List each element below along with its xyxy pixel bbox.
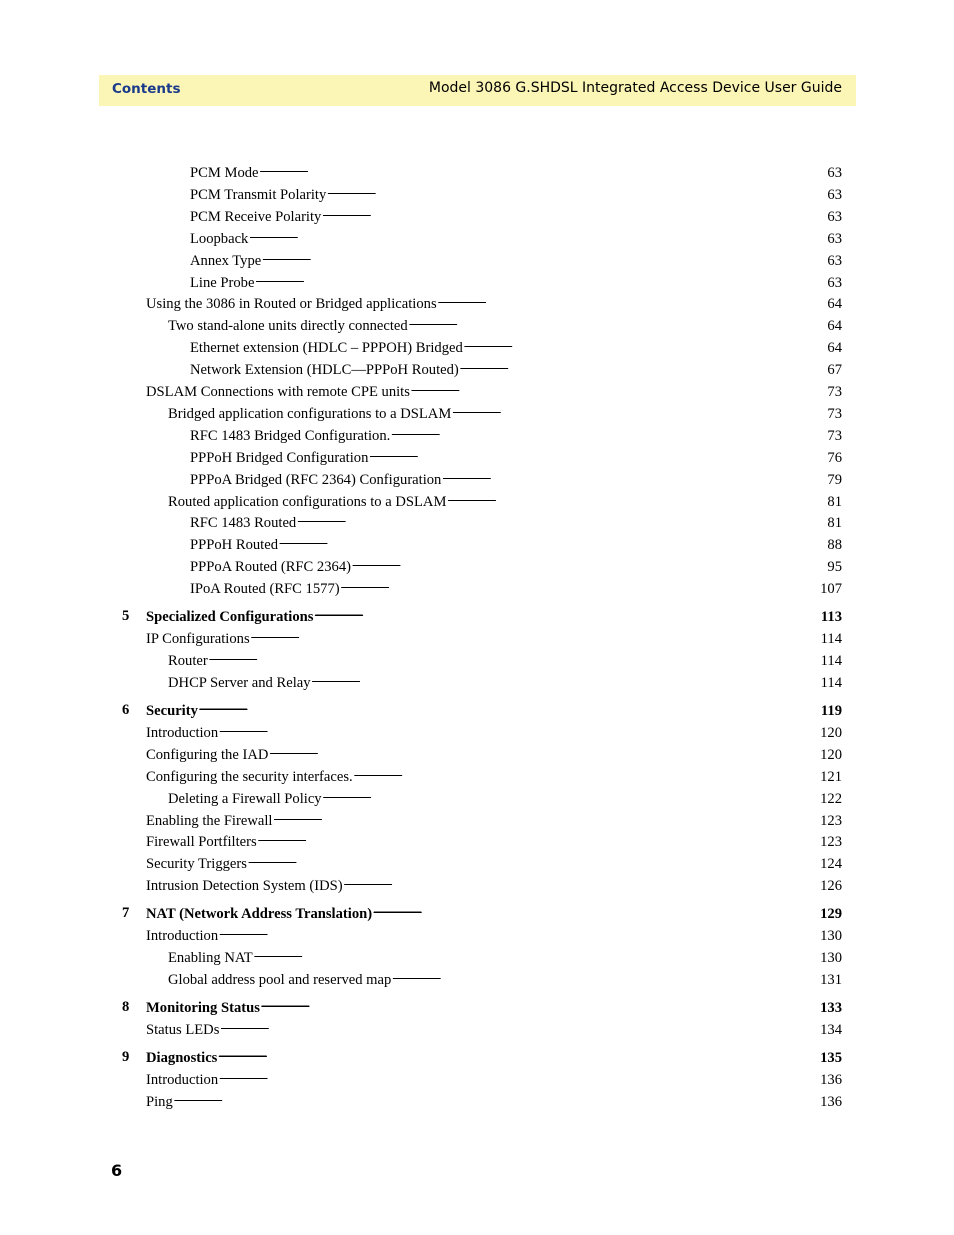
toc-entry[interactable] (168, 404, 842, 423)
chapter-number: 9 (122, 1048, 130, 1065)
dot-leader (344, 876, 820, 890)
dot-leader (442, 470, 826, 484)
toc-entry-page: 63 (827, 252, 842, 269)
toc-entry-page: 73 (827, 427, 842, 444)
toc-entry-label: Router (168, 653, 208, 669)
toc-entry-label: Configuring the security interfaces. (146, 768, 353, 785)
toc-entry-label: Line Probe (190, 274, 255, 291)
toc-entry[interactable] (146, 629, 842, 648)
toc-entry[interactable] (190, 535, 842, 554)
toc-entry-page: 123 (820, 812, 842, 829)
toc-chapter-entry[interactable] (122, 607, 842, 626)
toc-entry-page: 73 (827, 384, 842, 400)
dot-leader (341, 579, 820, 593)
chapter-number: 6 (122, 701, 130, 718)
page-number: 6 (111, 1161, 123, 1180)
chapter-number: 7 (122, 905, 130, 922)
dot-leader (452, 404, 826, 418)
dot-leader (261, 998, 819, 1012)
section-title: Contents (112, 81, 181, 97)
dot-leader (199, 701, 820, 715)
toc-chapter-entry[interactable] (122, 701, 842, 720)
toc-entry-label: PCM Receive Polarity (190, 208, 322, 225)
toc-entry[interactable] (190, 251, 842, 270)
toc-entry-page: 73 (827, 405, 842, 422)
dot-leader (447, 492, 826, 506)
toc-entry-page: 76 (827, 449, 842, 466)
toc-entry[interactable] (190, 229, 842, 248)
toc-entry-page: 129 (820, 906, 842, 923)
toc-entry[interactable] (146, 1020, 842, 1039)
dot-leader (251, 629, 820, 643)
dot-leader (392, 970, 819, 984)
dot-leader (279, 535, 826, 549)
dot-leader (255, 273, 826, 287)
dot-leader (438, 294, 827, 308)
toc-entry-label: PPPoA Routed (RFC 2364) (190, 559, 351, 576)
toc-entry[interactable] (146, 811, 842, 830)
toc-chapter-entry[interactable] (122, 1048, 842, 1067)
toc-entry-label: IP Configurations (146, 631, 250, 648)
dot-leader (248, 854, 819, 868)
toc-entry-label: DHCP Server and Relay (168, 674, 311, 691)
toc-entry[interactable] (168, 651, 842, 670)
toc-entry[interactable] (146, 767, 842, 786)
toc-entry-label: Introduction (146, 928, 219, 945)
toc-entry[interactable] (168, 492, 842, 511)
dot-leader (354, 767, 819, 781)
toc-entry[interactable] (190, 513, 842, 532)
toc-entry[interactable] (190, 185, 842, 204)
toc-chapter-entry[interactable] (122, 904, 842, 923)
toc-entry[interactable] (146, 745, 842, 764)
dot-leader (220, 1020, 819, 1034)
toc-entry[interactable] (146, 294, 842, 313)
toc-entry-label: NAT (Network Address Translation) (146, 906, 373, 923)
toc-entry-page: 114 (820, 631, 842, 648)
dot-leader (249, 229, 826, 243)
toc-entry[interactable] (190, 579, 842, 598)
toc-entry[interactable] (168, 316, 842, 335)
toc-entry-page: 114 (820, 653, 842, 669)
toc-chapter-entry[interactable] (122, 998, 842, 1017)
toc-entry-page: 63 (827, 274, 842, 291)
toc-entry-page: 120 (820, 724, 842, 741)
toc-entry-page: 95 (827, 559, 842, 576)
dot-leader (464, 338, 827, 352)
toc-entry[interactable] (168, 948, 842, 967)
document-title: Model 3086 G.SHDSL Integrated Access Device User Guide (428, 80, 842, 96)
toc-entry-label: Ping (146, 1093, 173, 1110)
toc-entry-page: 136 (820, 1072, 842, 1088)
toc-entry-page: 122 (820, 790, 842, 807)
dot-leader (219, 1070, 819, 1084)
toc-entry[interactable] (190, 557, 842, 576)
dot-leader (218, 1048, 819, 1062)
toc-entry-page: 63 (827, 230, 842, 247)
chapter-number: 5 (122, 608, 130, 624)
toc-entry-label: PCM Transmit Polarity (190, 186, 327, 203)
toc-entry-label: RFC 1483 Routed (190, 515, 297, 532)
toc-entry[interactable] (190, 207, 842, 226)
toc-entry-page: 64 (827, 318, 842, 335)
toc-entry-label: Routed application configurations to a DSLAM (168, 493, 447, 510)
toc-entry-label: Global address pool and reserved map (168, 972, 392, 988)
toc-entry[interactable] (190, 273, 842, 292)
chapter-number: 8 (122, 998, 130, 1015)
toc-entry-page: 130 (820, 928, 842, 945)
dot-leader (273, 811, 819, 825)
toc-entry-label: Security Triggers (146, 856, 247, 873)
dot-leader (323, 789, 820, 803)
toc-entry[interactable] (146, 832, 842, 851)
toc-entry-label: Using the 3086 in Routed or Bridged applications (146, 296, 437, 313)
toc-entry[interactable] (190, 163, 842, 182)
dot-leader (219, 926, 819, 940)
toc-entry[interactable] (190, 426, 842, 445)
dot-leader (411, 382, 827, 396)
toc-entry[interactable] (146, 1092, 842, 1111)
dot-leader (314, 607, 819, 621)
toc-entry-label: Enabling NAT (168, 950, 253, 967)
toc-entry-label: Ethernet extension (HDLC – PPPOH) Bridged (190, 340, 463, 357)
toc-entry-label: Introduction (146, 724, 219, 741)
toc-entry-page: 64 (827, 296, 842, 313)
dot-leader (269, 745, 819, 759)
dot-leader (260, 163, 827, 177)
toc-entry-page: 131 (820, 972, 842, 988)
toc-entry-page: 88 (827, 537, 842, 554)
toc-entry-page: 120 (820, 746, 842, 763)
toc-entry-page: 134 (820, 1022, 842, 1038)
toc-entry-label: Security (146, 702, 198, 719)
toc-entry[interactable] (146, 926, 842, 945)
toc-entry-page: 67 (827, 362, 842, 379)
toc-entry-page: 63 (827, 208, 842, 225)
toc-entry-label: IPoA Routed (RFC 1577) (190, 581, 340, 598)
toc-entry-label: Diagnostics (146, 1049, 218, 1066)
toc-entry-page: 81 (827, 515, 842, 532)
toc-entry-page: 81 (827, 493, 842, 510)
toc-entry-label: Deleting a Firewall Policy (168, 790, 322, 807)
toc-entry-label: Bridged application configurations to a DSLAM (168, 405, 452, 422)
toc-entry-label: Intrusion Detection System (IDS) (146, 878, 343, 895)
dot-leader (322, 207, 826, 221)
dot-leader (258, 832, 819, 846)
toc-entry-label: Enabling the Firewall (146, 812, 273, 829)
toc-entry-label: Annex Type (190, 252, 262, 269)
toc-entry[interactable] (168, 970, 842, 989)
toc-entry-page: 64 (827, 340, 842, 357)
dot-leader (352, 557, 826, 571)
toc-entry[interactable] (146, 876, 842, 895)
dot-leader (219, 723, 819, 737)
toc-entry-label: PPPoH Routed (190, 537, 278, 554)
toc-entry-label: Configuring the IAD (146, 746, 269, 763)
dot-leader (409, 316, 827, 330)
dot-leader (327, 185, 826, 199)
toc-entry-page: 119 (820, 702, 842, 719)
toc-entry-page: 63 (827, 186, 842, 203)
toc-entry-label: PPPoA Bridged (RFC 2364) Configuration (190, 471, 442, 488)
toc-entry-label: RFC 1483 Bridged Configuration. (190, 427, 391, 444)
toc-entry-page: 79 (827, 471, 842, 488)
toc-entry-page: 133 (820, 999, 842, 1016)
toc-entry-label: Status LEDs (146, 1022, 220, 1038)
toc-entry[interactable] (168, 789, 842, 808)
dot-leader (297, 513, 826, 527)
toc-entry-label: Specialized Configurations (146, 609, 314, 625)
toc-entry-label: Monitoring Status (146, 999, 260, 1016)
toc-entry-label: PCM Mode (190, 165, 259, 181)
toc-entry-label: Firewall Portfilters (146, 834, 257, 851)
toc-entry-label: Two stand-alone units directly connected (168, 318, 408, 335)
toc-entry[interactable] (190, 448, 842, 467)
toc-entry-page: 63 (827, 165, 842, 181)
dot-leader (460, 360, 827, 374)
toc-entry[interactable] (146, 854, 842, 873)
toc-entry-page: 121 (820, 768, 842, 785)
toc-entry-label: DSLAM Connections with remote CPE units (146, 384, 410, 400)
toc-entry-page: 113 (820, 609, 842, 625)
toc-entry[interactable] (146, 382, 842, 401)
toc-entry-page: 126 (820, 878, 842, 895)
toc-entry-label: Introduction (146, 1072, 219, 1088)
toc-entry[interactable] (146, 1070, 842, 1089)
toc-entry-label: Loopback (190, 230, 249, 247)
toc-entry-page: 114 (820, 674, 842, 691)
toc-entry[interactable] (146, 723, 842, 742)
toc-entry[interactable] (190, 338, 842, 357)
toc-entry-page: 130 (820, 950, 842, 967)
toc-entry-page: 124 (820, 856, 842, 873)
toc-entry-label: PPPoH Bridged Configuration (190, 449, 369, 466)
toc-entry[interactable] (190, 360, 842, 379)
dot-leader (254, 948, 819, 962)
dot-leader (312, 673, 820, 687)
dot-leader (174, 1092, 819, 1106)
dot-leader (373, 904, 819, 918)
toc-entry-label: Network Extension (HDLC—PPPoH Routed) (190, 362, 459, 379)
toc-entry-page: 136 (820, 1093, 842, 1110)
toc-entry-page: 107 (820, 581, 842, 598)
toc-entry[interactable] (190, 470, 842, 489)
dot-leader (262, 251, 826, 265)
dot-leader (391, 426, 826, 440)
dot-leader (209, 651, 820, 665)
toc-entry-page: 135 (820, 1049, 842, 1066)
toc-entry[interactable] (168, 673, 842, 692)
toc-entry-page: 123 (820, 834, 842, 851)
dot-leader (369, 448, 826, 462)
